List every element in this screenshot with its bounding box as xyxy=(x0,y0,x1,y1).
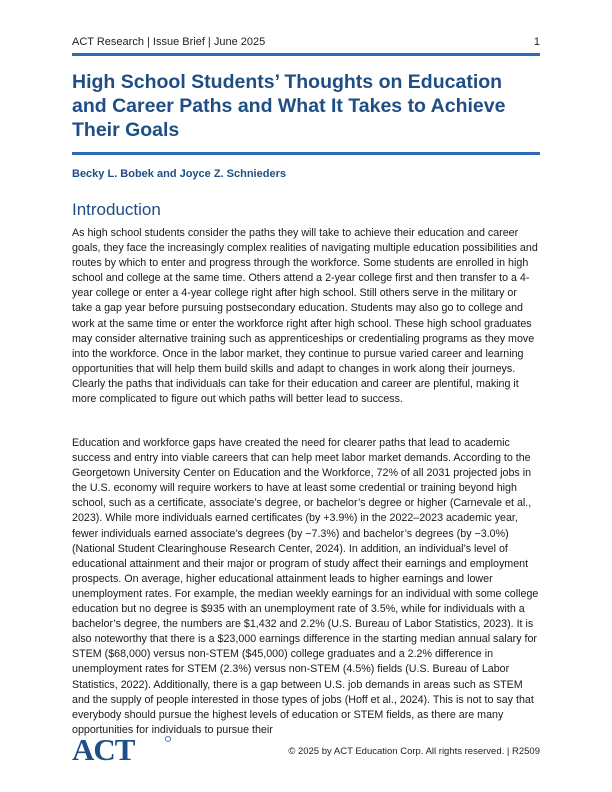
act-logo xyxy=(72,735,172,763)
page-number: 1 xyxy=(533,36,540,48)
title-rule xyxy=(72,152,540,155)
registered-mark-icon xyxy=(166,737,171,742)
copyright-notice: © 2025 by ACT Education Corp. All rights reserved. | R2509 xyxy=(288,746,540,757)
paragraph: As high school students consider the paths they will take to achieve their education and career goals, they face the increasingly complex realities of navigating multiple education possibilities and routes by which to enter and progress through the workforce. Some students are enrolled in high school and college at the same time. Others attend a 2-year college first and then transfer to a 4-year college or enter a 4-year college right after high school. Still others serve in the military or take a gap year before pursuing postsecondary education. Students may also go to college and work at the same time or enter the workforce right after high school. These high school graduates may consider alternative training such as apprenticeships or credentialing programs as they move into the workforce. Once in the labor market, they continue to pursue varied career and learning opportunities that will help them build skills and adapt to changes in work along their journeys. Clearly the paths that individuals can take for their education and career are plentiful, making it more complicated to figure out which paths will better lead to success. xyxy=(72,227,538,406)
running-header xyxy=(72,36,540,49)
paragraph: Education and workforce gaps have created the need for clearer paths that lead to academic success and entry into viable careers that can help meet labor market demands. According to the Georgetown University Center on Education and the Workforce, 72% of all 2031 projected jobs in the U.S. economy will require workers to have at least some credential or training beyond high school, such as a certificate, associate’s degree, or bachelor’s degree or higher (Carnevale et al., 2023). While more individuals earned certificates (by +3.9%) in the 2022–2023 academic year, fewer individuals earned associate’s degrees (by −7.3%) and bachelor’s degrees (by −3.0%) (National Student Clearinghouse Research Center, 2024). In addition, an individual’s level of educational attainment and their major or program of study affect their earnings and employment prospects. On average, higher educational attainment leads to higher earnings and lower unemployment rates. For example, the median weekly earnings for an individual with some college education but no degree is $935 with an unemployment rate of 3.5%, while for individuals with a bachelor’s degree, the numbers are $1,432 and 2.2% (U.S. Bureau of Labor Statistics, 2023). It is also noteworthy that there is a $23,000 earnings difference in the starting median annual salary for STEM ($68,000) versus non-STEM ($45,000) college graduates and a 2.2% difference in unemployment rates for STEM (2.3%) versus non-STEM (4.5%) fields (U.S. Bureau of Labor Statistics, 2022). Additionally, there is a gap between U.S. job demands in areas such as STEM and the supply of people interested in those types of jobs (Hoff et al., 2024). This is not to say that everybody should pursue the highest levels of education or STEM fields, as there are many opportunities for individuals to pursue their xyxy=(72,437,539,736)
header-rule xyxy=(72,53,540,56)
act-logo-text: ACT xyxy=(72,735,135,763)
document-title: High School Students’ Thoughts on Education and Career Paths and What It Takes to Achieve Their Goals xyxy=(72,71,506,141)
section-heading-introduction: Introduction xyxy=(72,200,161,219)
authors: Becky L. Bobek and Joyce Z. Schnieders xyxy=(72,168,286,180)
running-title: ACT Research | Issue Brief | June 2025 xyxy=(72,36,266,48)
